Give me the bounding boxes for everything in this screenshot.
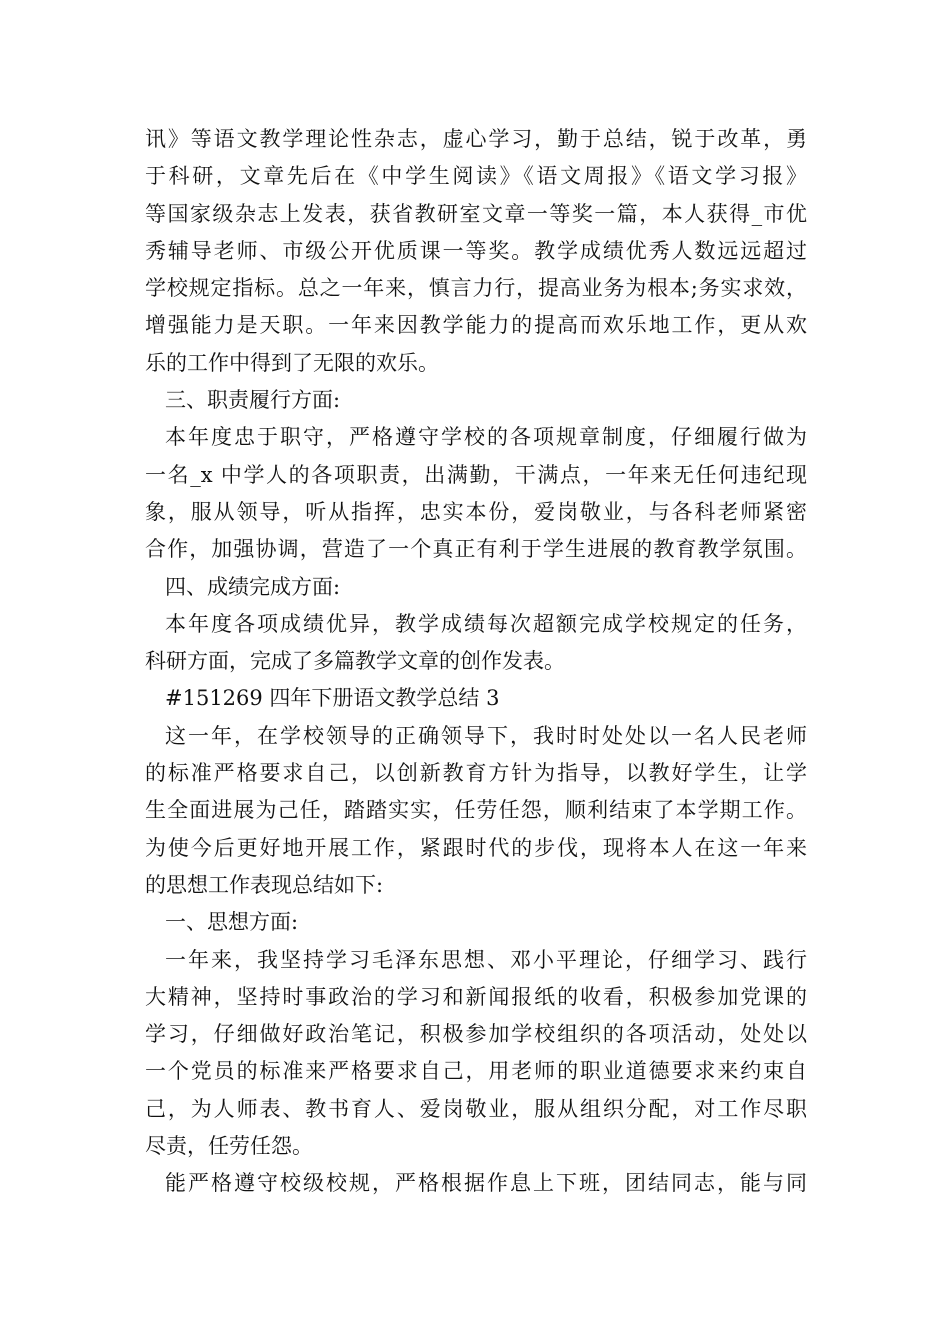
text-line: 增强能力是天职。一年来因教学能力的提高而欢乐地工作，更从欢: [145, 313, 807, 338]
text-line: 三、职责履行方面:: [165, 388, 341, 413]
text-line: 科研方面，完成了多篇教学文章的创作发表。: [145, 649, 565, 674]
text-line: 尽责，任劳任怨。: [145, 1134, 313, 1159]
text-line: 一名_x 中学人的各项职责，出满勤，干满点，一年来无任何违纪现: [145, 462, 807, 487]
text-line: 为使今后更好地开展工作，紧跟时代的步伐，现将本人在这一年来: [145, 835, 807, 860]
text-line: 四、成绩完成方面:: [165, 574, 341, 599]
text-line: 生全面进展为己任，踏踏实实，任劳任怨，顺利结束了本学期工作。: [145, 798, 807, 823]
document-body: [145, 121, 807, 1203]
text-line: 讯》等语文教学理论性杂志，虚心学习，勤于总结，锐于改革，勇: [145, 127, 807, 151]
text-line: 一年来，我坚持学习毛泽东思想、邓小平理论，仔细学习、践行: [165, 947, 807, 972]
text-line: 大精神，坚持时事政治的学习和新闻报纸的收看，积极参加党课的: [145, 984, 807, 1009]
text-line: 等国家级杂志上发表，获省教研室文章一等奖一篇，本人获得_市优: [145, 201, 807, 226]
text-line: 学习，仔细做好政治笔记，积极参加学校组织的各项活动，处处以: [145, 1022, 807, 1047]
text-line: 乐的工作中得到了无限的欢乐。: [145, 350, 439, 375]
text-line: 本年度各项成绩优异，教学成绩每次超额完成学校规定的任务，: [165, 611, 807, 636]
text-line: #151269 四年下册语文教学总结 3: [165, 686, 500, 711]
text-line: 合作，加强协调，营造了一个真正有利于学生进展的教育教学氛围。: [145, 537, 807, 562]
text-line: 一个党员的标准来严格要求自己，用老师的职业道德要求来约束自: [145, 1059, 807, 1084]
text-line: 象，服从领导，听从指挥，忠实本份，爱岗敬业，与各科老师紧密: [145, 499, 807, 524]
text-line: 能严格遵守校级校规，严格根据作息上下班，团结同志，能与同: [165, 1171, 807, 1196]
text-line: 秀辅导老师、市级公开优质课一等奖。教学成绩优秀人数远远超过: [145, 238, 807, 263]
text-line: 本年度忠于职守，严格遵守学校的各项规章制度，仔细履行做为: [165, 425, 807, 450]
text-line: 己，为人师表、教书育人、爱岗敬业，服从组织分配，对工作尽职: [145, 1096, 807, 1121]
text-line: 这一年，在学校领导的正确领导下，我时时处处以一名人民老师: [165, 723, 807, 748]
text-line: 学校规定指标。总之一年来，慎言力行，提高业务为根本;务实求效，: [145, 276, 807, 301]
text-line: 于科研，文章先后在《中学生阅读》《语文周报》《语文学习报》: [145, 164, 807, 189]
text-line: 的思想工作表现总结如下:: [145, 872, 384, 897]
text-line: 一、思想方面:: [165, 910, 299, 935]
text-line: 的标准严格要求自己，以创新教育方针为指导，以教好学生，让学: [145, 761, 807, 786]
